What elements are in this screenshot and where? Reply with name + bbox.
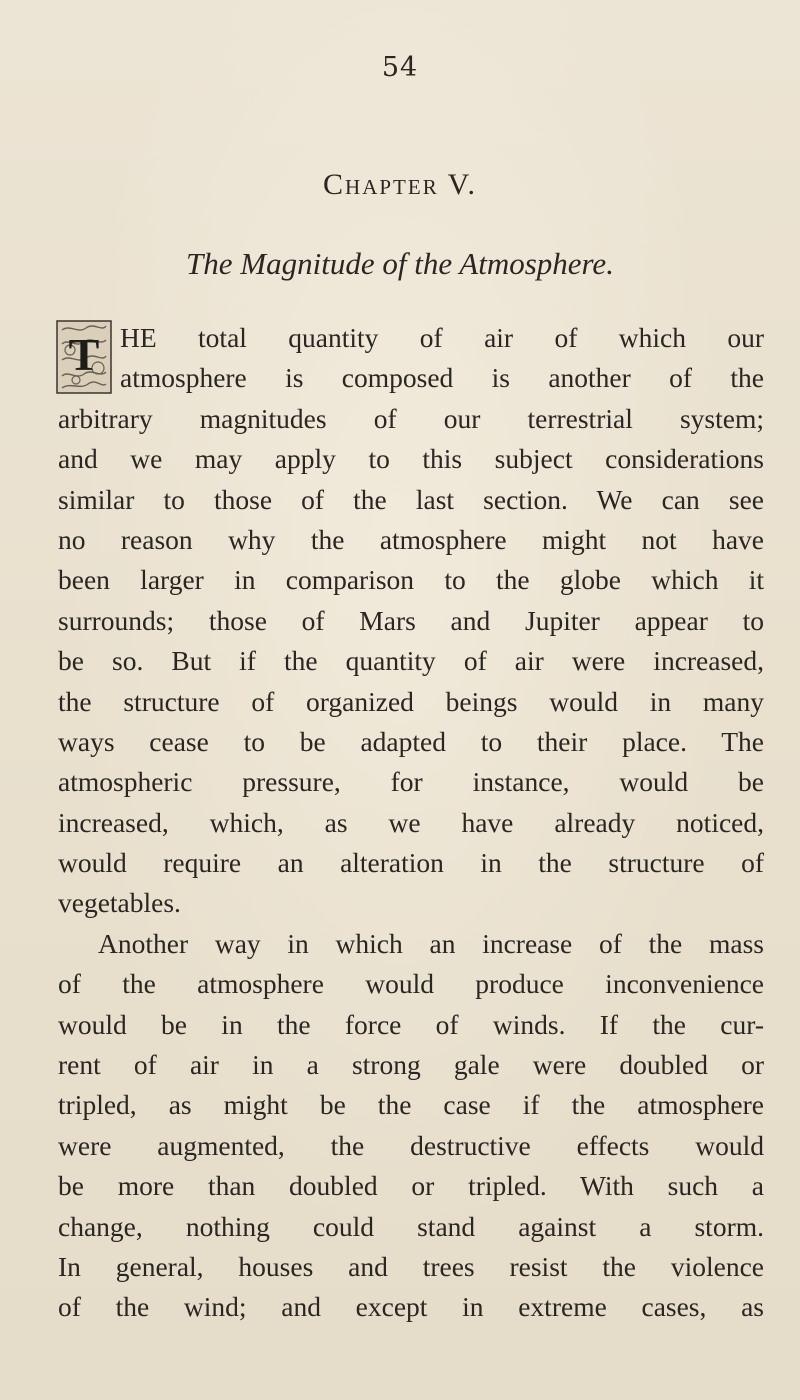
text-line: of the atmosphere would produce inconvenience (58, 968, 764, 1000)
chapter-title: The Magnitude of the Atmosphere. (186, 246, 614, 281)
text-line: ways cease to be adapted to their place. The (58, 725, 764, 757)
text-line: be more than doubled or tripled. With such a (58, 1170, 764, 1202)
text-line: be so. But if the quantity of air were increased, (58, 645, 764, 677)
text-line: change, nothing could stand against a storm. (58, 1210, 764, 1242)
text-line: would be in the force of winds. If the cur- (58, 1008, 764, 1040)
text-line: arbitrary magnitudes of our terrestrial system; (58, 402, 764, 434)
ornamental-drop-cap-icon (56, 320, 112, 394)
text-line: atmosphere is composed is another of the (120, 362, 764, 394)
text-line: vegetables. (58, 887, 181, 919)
text-line: atmospheric pressure, for instance, would be (58, 766, 764, 798)
text-line: In general, houses and trees resist the violence (58, 1250, 764, 1282)
text-line: surrounds; those of Mars and Jupiter appear to (58, 604, 764, 636)
text-line: been larger in comparison to the globe which it (58, 564, 764, 596)
text-line: the structure of organized beings would in many (58, 685, 764, 717)
text-line: increased, which, as we have already noticed, (58, 806, 764, 838)
page-number: 54 (381, 52, 419, 83)
chapter-heading: Chapter V. (323, 168, 477, 201)
text-line: of the wind; and except in extreme cases, as (58, 1291, 764, 1323)
text-line: Another way in which an increase of the mass (98, 927, 764, 959)
text-line: similar to those of the last section. We can see (58, 483, 764, 515)
text-line: and we may apply to this subject considerations (58, 443, 764, 475)
text-line: tripled, as might be the case if the atmosphere (58, 1089, 764, 1121)
text-line: no reason why the atmosphere might not have (58, 523, 764, 555)
body-text (58, 318, 764, 1328)
text-line: rent of air in a strong gale were doubled or (58, 1049, 764, 1081)
text-line: HE total quantity of air of which our (120, 322, 764, 353)
text-line: would require an alteration in the structure of (58, 847, 764, 879)
text-line: were augmented, the destructive effects would (58, 1129, 764, 1161)
drop-cap-letter: T (68, 329, 100, 380)
